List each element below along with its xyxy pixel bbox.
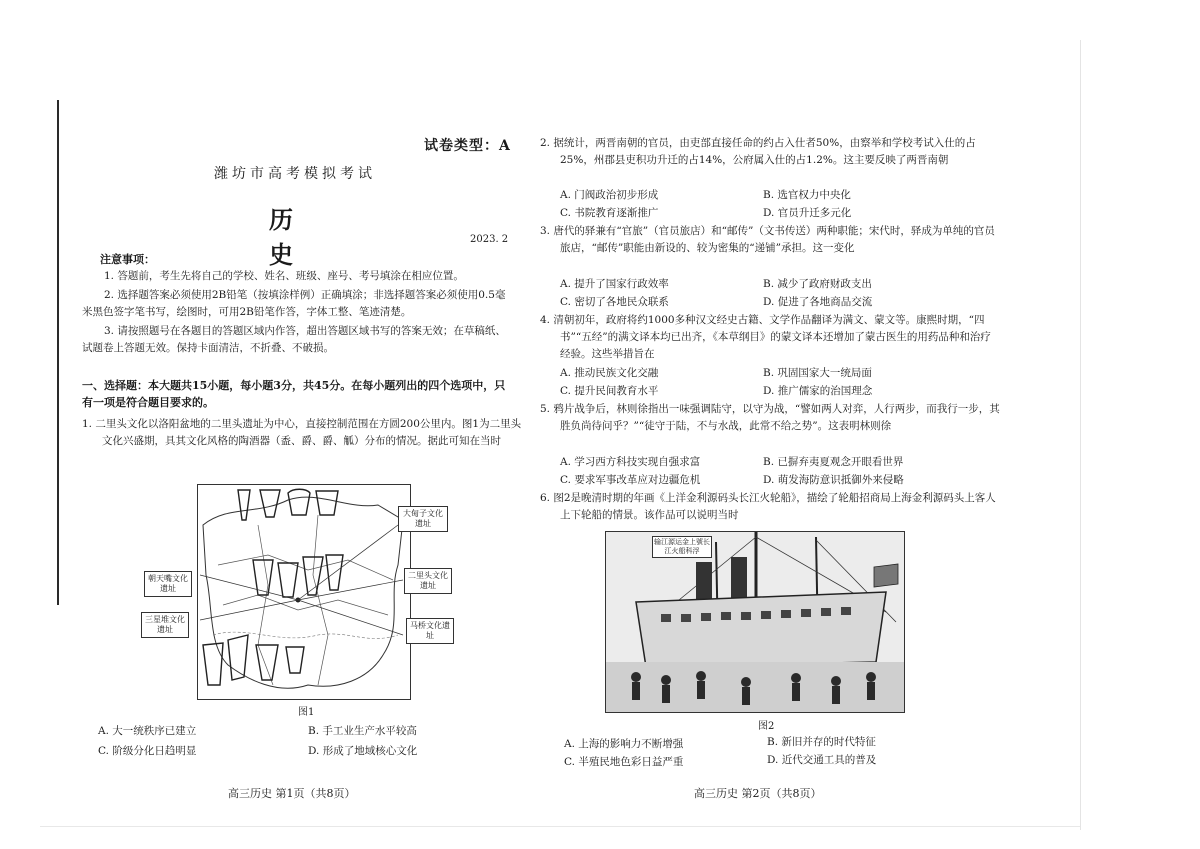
q4-option-b[interactable]: B. 巩固国家大一统局面 xyxy=(763,367,872,379)
footer-right: 高三历史 第2页（共8页） xyxy=(694,787,822,800)
map-drawing xyxy=(198,485,410,699)
q1-option-c[interactable]: C. 阶级分化日趋明显 xyxy=(98,745,197,757)
exam-date: 2023. 2 xyxy=(470,234,509,245)
scan-bottom-line xyxy=(40,826,1080,827)
q3-option-b[interactable]: B. 减少了政府财政支出 xyxy=(763,278,872,290)
figure-1-caption: 图1 xyxy=(298,707,315,718)
q1-option-b[interactable]: B. 手工业生产水平较高 xyxy=(308,725,417,737)
q2-option-d[interactable]: D. 官员升迁多元化 xyxy=(763,207,852,219)
subject-title: 历史 xyxy=(269,205,323,269)
q2-option-c[interactable]: C. 书院教育逐渐推广 xyxy=(560,207,659,219)
figure-2-poster xyxy=(605,531,905,713)
q4-option-c[interactable]: C. 提升民间教育水平 xyxy=(560,385,659,397)
q2-option-b[interactable]: B. 选官权力中央化 xyxy=(763,189,851,201)
q6-option-a[interactable]: A. 上海的影响力不断增强 xyxy=(564,738,684,750)
q5-option-d[interactable]: D. 萌发海防意识抵御外来侵略 xyxy=(763,474,904,486)
question-4-options xyxy=(560,365,980,401)
section-title: 一、选择题：本大题共15小题，每小题3分，共45分。在每小题列出的四个选项中，只有一项是符合题目要求的。 xyxy=(82,379,506,409)
figure-1-map xyxy=(197,484,411,700)
question-4-text: 4. 清朝初年，政府将约1000多种汉文经史古籍、文学作品翻译为满文、蒙文等。康熙时期，“四书”“五经”的满文译本均已出齐，《本草纲目》的蒙文译本还增加了蒙古医生的用药品种和治疗经验。这些举措旨在 xyxy=(540,314,991,360)
q5-option-a[interactable]: A. 学习西方科技实现自强求富 xyxy=(560,456,701,468)
question-5-options xyxy=(560,454,980,490)
question-6-text: 6. 图2是晚清时期的年画《上洋金利源码头长江火轮船》，描绘了轮船招商局上海金利源码头上客人上下轮船的情景。该作品可以说明当时 xyxy=(540,492,996,521)
footer-left: 高三历史 第1页（共8页） xyxy=(228,787,356,800)
q6-option-b[interactable]: B. 新旧并存的时代特征 xyxy=(767,736,876,748)
note-item: 3. 请按照题号在各题目的答题区域内作答，超出答题区域书写的答案无效；在草稿纸、试题卷上答题无效。保持卡面清洁，不折叠、不破损。 xyxy=(82,325,506,354)
q4-option-d[interactable]: D. 推广儒家的治国理念 xyxy=(763,385,873,397)
notes-title: 注意事项： xyxy=(100,253,155,266)
note-item: 1. 答题前，考生先将自己的学校、姓名、班级、座号、考号填涂在相应位置。 xyxy=(104,270,464,282)
site-label-sanxingdui: 三星堆文化遗址 xyxy=(141,612,189,638)
question-1-text: 1. 二里头文化以洛阳盆地的二里头遗址为中心，直接控制范围在方圆200公里内。图1为二里头文化兴盛期，具其文化风格的陶酒器（盉、爵、爵、觚）分布的情况。据此可知在当时 xyxy=(82,418,522,447)
question-6-options xyxy=(564,736,984,772)
q4-option-a[interactable]: A. 推动民族文化交融 xyxy=(560,367,659,379)
binding-margin-line xyxy=(57,100,59,605)
question-2-text: 2. 据统计，两晋南朝的官员，由吏部直接任命的约占入仕者50%，由察举和学校考试入仕的占25%，州郡县吏积功升迁的占14%，公府属入仕的占1.2%。这主要反映了两晋南朝 xyxy=(540,137,976,166)
q6-option-d[interactable]: D. 近代交通工具的普及 xyxy=(767,754,877,766)
question-1-options xyxy=(98,723,518,763)
note-item: 2. 选择题答案必须使用2B铅笔（按填涂样例）正确填涂；非选择题答案必须使用0.5毫米黑色签字笔书写，绘图时，可用2B铅笔作答，字体工整、笔迹清楚。 xyxy=(82,289,506,318)
site-label-dadianzi: 大甸子文化遗址 xyxy=(398,506,448,532)
site-label-chaotianzui: 朝天嘴文化遗址 xyxy=(144,571,192,597)
question-2-options xyxy=(560,187,980,223)
scan-edge-line xyxy=(1080,40,1081,830)
site-label-erlitou: 二里头文化遗址 xyxy=(404,568,452,594)
q2-option-a[interactable]: A. 门阀政治初步形成 xyxy=(560,189,659,201)
q3-option-a[interactable]: A. 提升了国家行政效率 xyxy=(560,278,669,290)
q3-option-d[interactable]: D. 促进了各地商品交流 xyxy=(763,296,873,308)
question-3-options xyxy=(560,276,980,312)
poster-title: 输江源运金上號长江火船科浮 xyxy=(652,536,712,558)
site-label-maqiao: 马桥文化遗址 xyxy=(406,618,454,644)
q6-option-c[interactable]: C. 半殖民地色彩日益严重 xyxy=(564,756,684,768)
steamship-illustration xyxy=(606,532,904,712)
q5-option-b[interactable]: B. 已摒弃夷夏观念开眼看世界 xyxy=(763,456,904,468)
figure-2-caption: 图2 xyxy=(758,721,775,732)
q1-option-d[interactable]: D. 形成了地域核心文化 xyxy=(308,745,418,757)
exam-type: 试卷类型：A xyxy=(424,138,511,154)
q5-option-c[interactable]: C. 要求军事改革应对边疆危机 xyxy=(560,474,701,486)
q1-option-a[interactable]: A. 大一统秩序已建立 xyxy=(98,725,197,737)
question-3-text: 3. 唐代的驿兼有“官旅”（官员旅店）和“邮传”（文书传送）两种职能；宋代时，驿成为单纯的官员旅店，“邮传”职能由新设的、较为密集的“递铺”承担。这一变化 xyxy=(540,225,995,254)
question-5-text: 5. 鸦片战争后，林则徐指出一味强调陆守，以守为战，“譬如两人对弈，人行两步，而我行一步，其胜负尚待问乎？”“徒守于陆，不与水战，此常不给之势”。这表明林则徐 xyxy=(540,403,1000,432)
exam-title: 潍坊市高考模拟考试 xyxy=(214,166,376,182)
q3-option-c[interactable]: C. 密切了各地民众联系 xyxy=(560,296,669,308)
